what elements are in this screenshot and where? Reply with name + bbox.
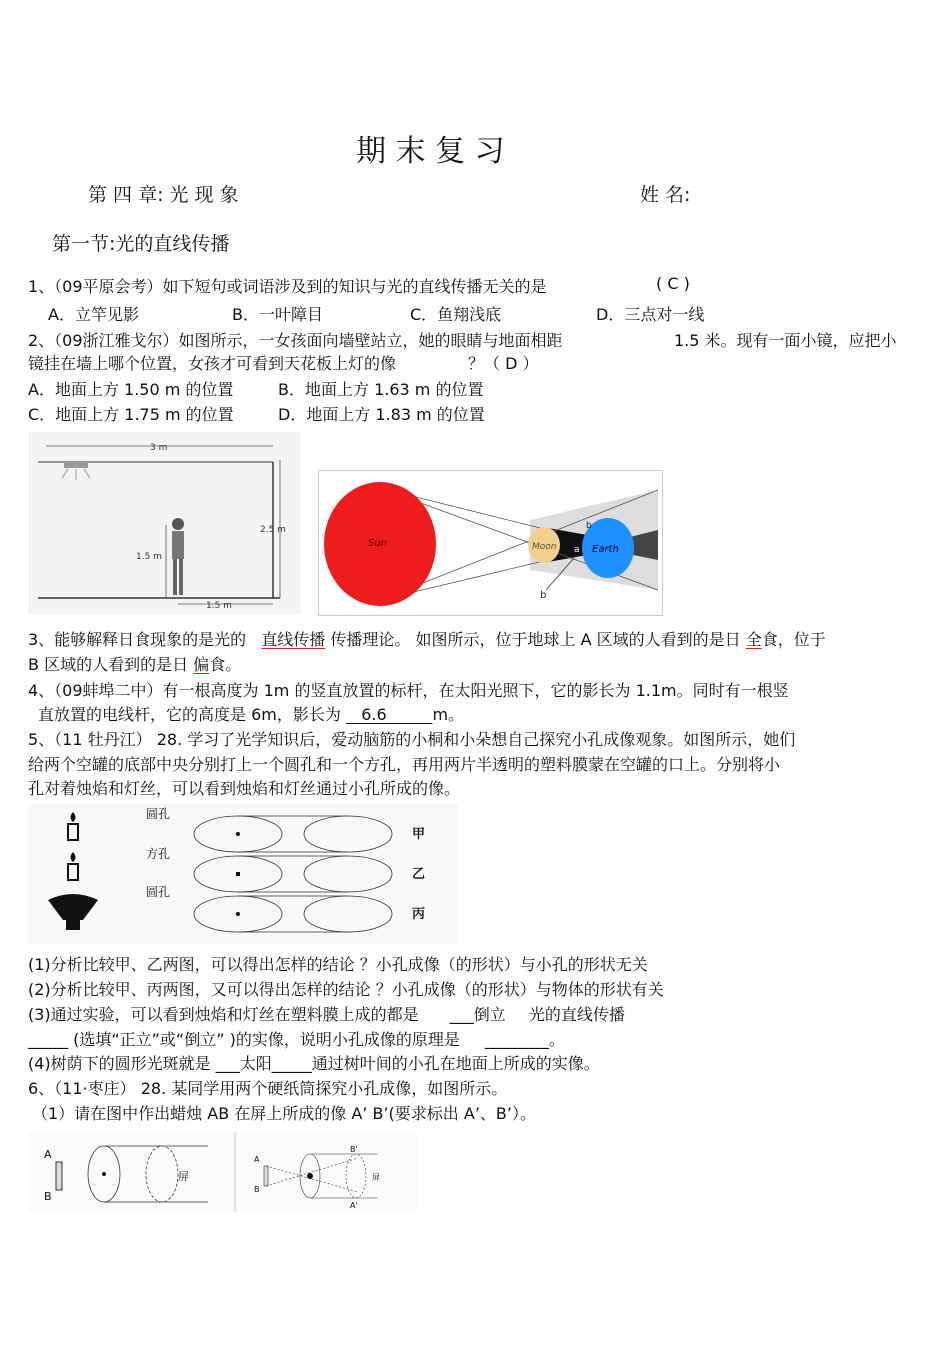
label-jia: 甲 (412, 827, 426, 842)
room-height-label: 2.5 m (260, 525, 286, 535)
room-width-label: 3 m (150, 443, 168, 453)
q5-sub3-line1 (28, 1002, 625, 1025)
tube-figure (28, 1132, 418, 1212)
eye-height-label: 1.5 m (136, 552, 162, 562)
tube1-label-a: A (44, 1148, 52, 1161)
q5-line2: 给两个空罐的底部中央分别打上一个圆孔和一个方孔，再用两片半透明的塑料膜蒙在空罐的口上。分别将小 (28, 755, 781, 774)
q3-text-3: 食，位于 (761, 630, 826, 649)
candle-icon-3 (56, 1162, 62, 1190)
q6-line2: （1）请在图中作出蜡烛 AB 在屏上所成的像 A’ B’(要求标出 A’、B’）。 (32, 1104, 536, 1123)
q2-option-b: B．地面上方 1.63 m 的位置 (278, 380, 484, 399)
q5-sub3-answer: ___倒立 (449, 1005, 506, 1024)
q3-line2 (28, 652, 241, 675)
region-b-label-top: b (586, 521, 592, 531)
earth-label: Earth (592, 544, 619, 555)
q3-answer-1: 直线传播 (261, 630, 326, 649)
q3-answer-3: 偏 (193, 655, 210, 674)
q2-option-c: C．地面上方 1.75 m 的位置 (28, 405, 234, 424)
q1-stem: 1、（09平原会考）如下短句或词语涉及到的知识与光的直线传播无关的是 (28, 277, 547, 296)
square-hole-label: 方孔 (146, 847, 171, 861)
q4-unit: m。 (432, 705, 465, 724)
q5-sub3-text: (3)通过实验，可以看到烛焰和灯丝在塑料膜上成的都是 (28, 1005, 419, 1024)
q5-sub2: (2)分析比较甲、丙两图，又可以得出怎样的结论 ？小孔成像（的形状）与物体的形状有关 (28, 980, 664, 999)
screen-label-2: 屏 (372, 1173, 380, 1182)
ceiling-lamp-icon (64, 462, 88, 468)
pinhole-figure (28, 804, 458, 944)
round-hole-label-1: 圆孔 (146, 807, 171, 821)
q3-text-1: 3、能够解释日食现象的是光的 (28, 630, 247, 649)
chapter-heading: 第 四 章: 光 现 象 (88, 184, 239, 206)
q2-answer: ？（ D ） (468, 354, 539, 373)
round-hole-label-2: 圆孔 (146, 885, 171, 899)
q4-line2 (38, 702, 464, 725)
q3-text-5: 食。 (209, 655, 242, 674)
q2-line2: 镜挂在墙上哪个位置，女孩才可看到天花板上灯的像 (28, 354, 397, 373)
q5-sub1: (1)分析比较甲、乙两图，可以得出怎样的结论 ？小孔成像（的形状）与小孔的形状无关 (28, 955, 648, 974)
q1-option-a: A．立竿见影 (48, 305, 139, 324)
q3-text-2: 传播理论。 如图所示，位于地球上 A 区域的人看到的是日 (330, 630, 741, 649)
eclipse-figure (318, 470, 663, 616)
image-label-a-prime: A' (350, 1201, 358, 1210)
label-yi: 乙 (412, 867, 426, 882)
region-a-label: a (574, 545, 580, 555)
q5-sub3-line2 (28, 1027, 565, 1050)
tube2-label-a: A (254, 1155, 260, 1164)
q4-answer: 6.6 (345, 705, 433, 724)
q1-option-c: C．鱼翔浅底 (410, 305, 502, 324)
label-bing: 丙 (412, 907, 426, 922)
q5-line3: 孔对着烛焰和灯丝，可以看到烛焰和灯丝通过小孔所成的像。 (28, 779, 461, 798)
moon-label: Moon (532, 542, 557, 552)
q1-option-d: D．三点对一线 (596, 305, 705, 324)
q1-answer: ( C ) (656, 274, 690, 293)
region-b-label-bottom: b (540, 590, 547, 601)
sun-label: Sun (368, 538, 388, 549)
tube1-label-b: B (44, 1190, 52, 1203)
room-figure (28, 432, 301, 614)
q5-sub3-principle: 光的直线传播 (528, 1005, 625, 1024)
q5-sub3-blank: ________。 (484, 1030, 565, 1049)
image-label-b-prime: B' (350, 1145, 358, 1154)
q3-answer-2: 全 (745, 630, 762, 649)
q2-option-d: D．地面上方 1.83 m 的位置 (278, 405, 485, 424)
screen-label-1: 屏 (178, 1170, 189, 1183)
q4-text: 直放置的电线杆，它的高度是 6m，影长为 (38, 705, 341, 724)
q3-line1 (28, 627, 826, 650)
tube2-label-b: B (254, 1185, 260, 1194)
q2-line1: 2、（09浙江雅戈尔）如图所示，一女孩面向墙壁站立，她的眼睛与地面相距 (28, 331, 563, 350)
name-label: 姓 名: (640, 184, 691, 206)
q2-option-a: A．地面上方 1.50 m 的位置 (28, 380, 234, 399)
q6-line1: 6、（11·枣庄） 28. 某同学用两个硬纸筒探究小孔成像，如图所示。 (28, 1079, 508, 1098)
page-title: 期 末 复 习 (356, 134, 505, 169)
q5-line1: 5、（11 牡丹江） 28. 学习了光学知识后，爱动脑筋的小桐和小朵想自己探究小孔成像观象。如图所示，她们 (28, 730, 796, 749)
q2-line1b: 1.5 米。现有一面小镜，应把小 (674, 331, 897, 350)
q1-option-b: B．一叶障目 (232, 305, 323, 324)
floor-distance-label: 1.5 m (206, 601, 232, 611)
section-heading: 第一节:光的直线传播 (52, 233, 230, 255)
q5-sub4: (4)树荫下的圆形光斑就是 ___太阳_____通过树叶间的小孔在地面上所成的实像。 (28, 1054, 600, 1073)
q5-sub3-fill: _____ (选填“正立”或“倒立” )的实像，说明小孔成像的原理是 (28, 1030, 460, 1049)
q4-line1: 4、（09蚌埠二中）有一根高度为 1m 的竖直放置的标杆，在太阳光照下，它的影长为 1.1m。同时有一根竖 (28, 681, 789, 700)
candle-icon-4 (264, 1166, 268, 1186)
q3-text-4: B 区域的人看到的是日 (28, 655, 189, 674)
